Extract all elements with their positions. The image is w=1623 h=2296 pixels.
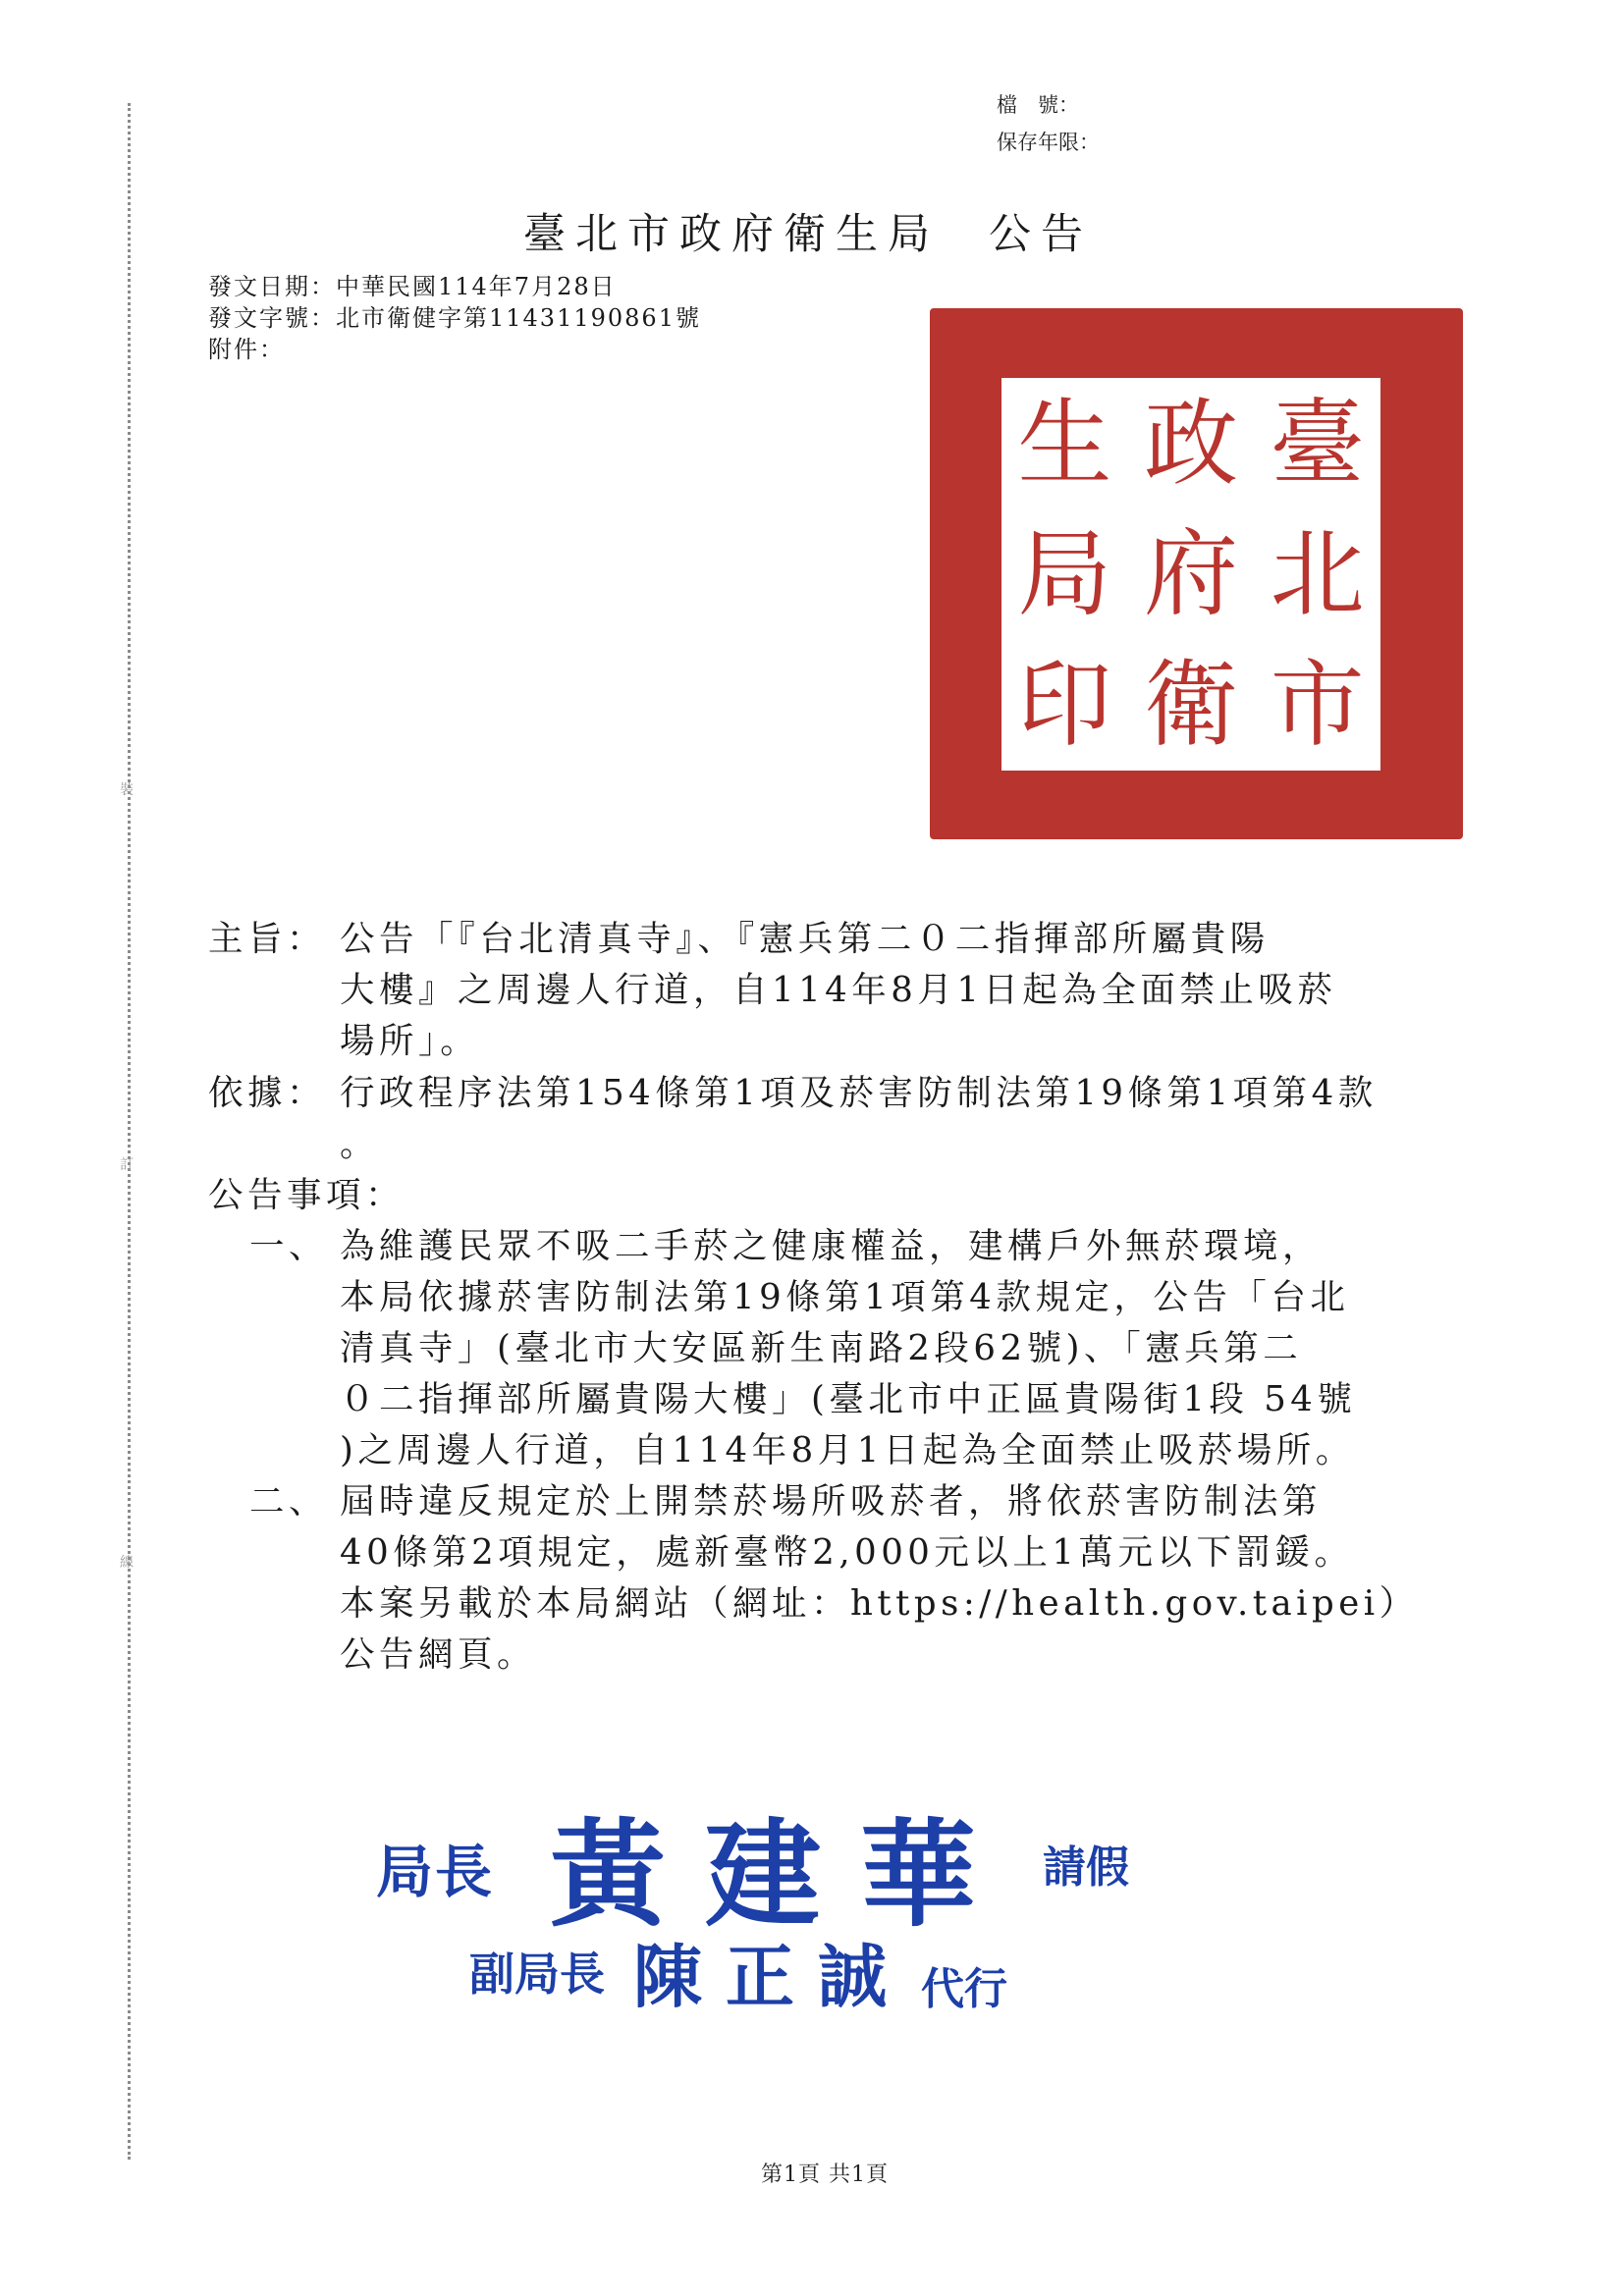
binding-mark-ding: 訂 [120, 1157, 134, 1173]
deputy-title: 副局長 [469, 1948, 605, 2001]
subject-line: 大樓』之周邊人行道，自114年8月1日起為全面禁止吸菸 [340, 970, 1337, 1010]
binding-mark-xian: 線 [120, 1555, 134, 1571]
seal-char: 北 [1270, 518, 1365, 629]
item-marker: 二、 [249, 1481, 329, 1522]
seal-char: 局 [1017, 518, 1112, 629]
director-status: 請假 [1043, 1842, 1129, 1893]
seal-char: 衛 [1144, 650, 1239, 761]
deputy-name: 陳正誠 [633, 1936, 910, 2017]
retention-period-field: 保存年限： [997, 131, 1100, 154]
item-line: )之周邊人行道，自114年8月1日起為全面禁止吸菸場所。 [340, 1430, 1355, 1470]
file-info [997, 86, 1100, 161]
official-seal [930, 308, 1463, 839]
subject-label: 主旨： [208, 919, 327, 959]
basis-label: 依據： [208, 1073, 327, 1113]
item-line: 公告網頁。 [340, 1634, 537, 1675]
binding-mark-zhuang: 裝 [120, 782, 134, 798]
item-line: 為維護民眾不吸二手菸之健康權益，建構戶外無菸環境， [340, 1226, 1323, 1266]
subject-line: 公告「『台北清真寺』、『憲兵第二０二指揮部所屬貴陽 [340, 919, 1270, 959]
subject-line: 場所」。 [340, 1021, 480, 1061]
doc-number-value: 北市衛健字第11431190861號 [336, 304, 701, 332]
attachment-label: 附件： [208, 336, 285, 363]
seal-char: 印 [1017, 650, 1112, 761]
page-indicator: 第1頁 共1頁 [761, 2163, 889, 2187]
director-name: 黃建華 [550, 1806, 1016, 1943]
seal-char: 市 [1270, 650, 1365, 761]
seal-char: 生 [1017, 388, 1112, 499]
document-type: 公告 [989, 210, 1093, 259]
item-line: 40條第2項規定，處新臺幣2,000元以上1萬元以下罰鍰。 [340, 1532, 1354, 1573]
item-line: 屆時違反規定於上開禁菸場所吸菸者，將依菸害防制法第 [340, 1481, 1323, 1522]
agency-name: 臺北市政府衛生局 [523, 210, 940, 259]
basis-line: 行政程序法第154條第1項及菸害防制法第19條第1項第4款 [340, 1073, 1378, 1113]
file-number-field: 檔 號： [997, 93, 1079, 117]
item-line: ０二指揮部所屬貴陽大樓」(臺北市中正區貴陽街1段 54號 [340, 1379, 1357, 1419]
item-line: 清真寺」(臺北市大安區新生南路2段62號)、「憲兵第二 [340, 1328, 1303, 1368]
seal-char: 府 [1144, 518, 1239, 629]
seal-inner-panel [1001, 378, 1380, 771]
attachment-row [208, 334, 701, 365]
issue-date-label: 發文日期： [208, 273, 336, 300]
seal-char: 政 [1144, 388, 1239, 499]
item-line: 本案另載於本局網站（網址：https://health.gov.taipei） [340, 1583, 1419, 1624]
item-marker: 一、 [249, 1226, 329, 1266]
page-title [523, 201, 1093, 261]
basis-line: 。 [340, 1124, 380, 1164]
binding-dotted-line [128, 103, 131, 2160]
director-title: 局長 [376, 1839, 495, 1905]
document-meta [208, 271, 701, 365]
doc-number-row [208, 302, 701, 334]
issue-date-value: 中華民國114年7月28日 [336, 273, 617, 300]
announcement-label: 公告事項： [208, 1175, 406, 1215]
doc-number-label: 發文字號： [208, 304, 336, 332]
deputy-action: 代行 [921, 1964, 1007, 2014]
item-line: 本局依據菸害防制法第19條第1項第4款規定，公告「台北 [340, 1277, 1350, 1317]
seal-char: 臺 [1270, 388, 1365, 499]
issue-date-row [208, 271, 701, 302]
